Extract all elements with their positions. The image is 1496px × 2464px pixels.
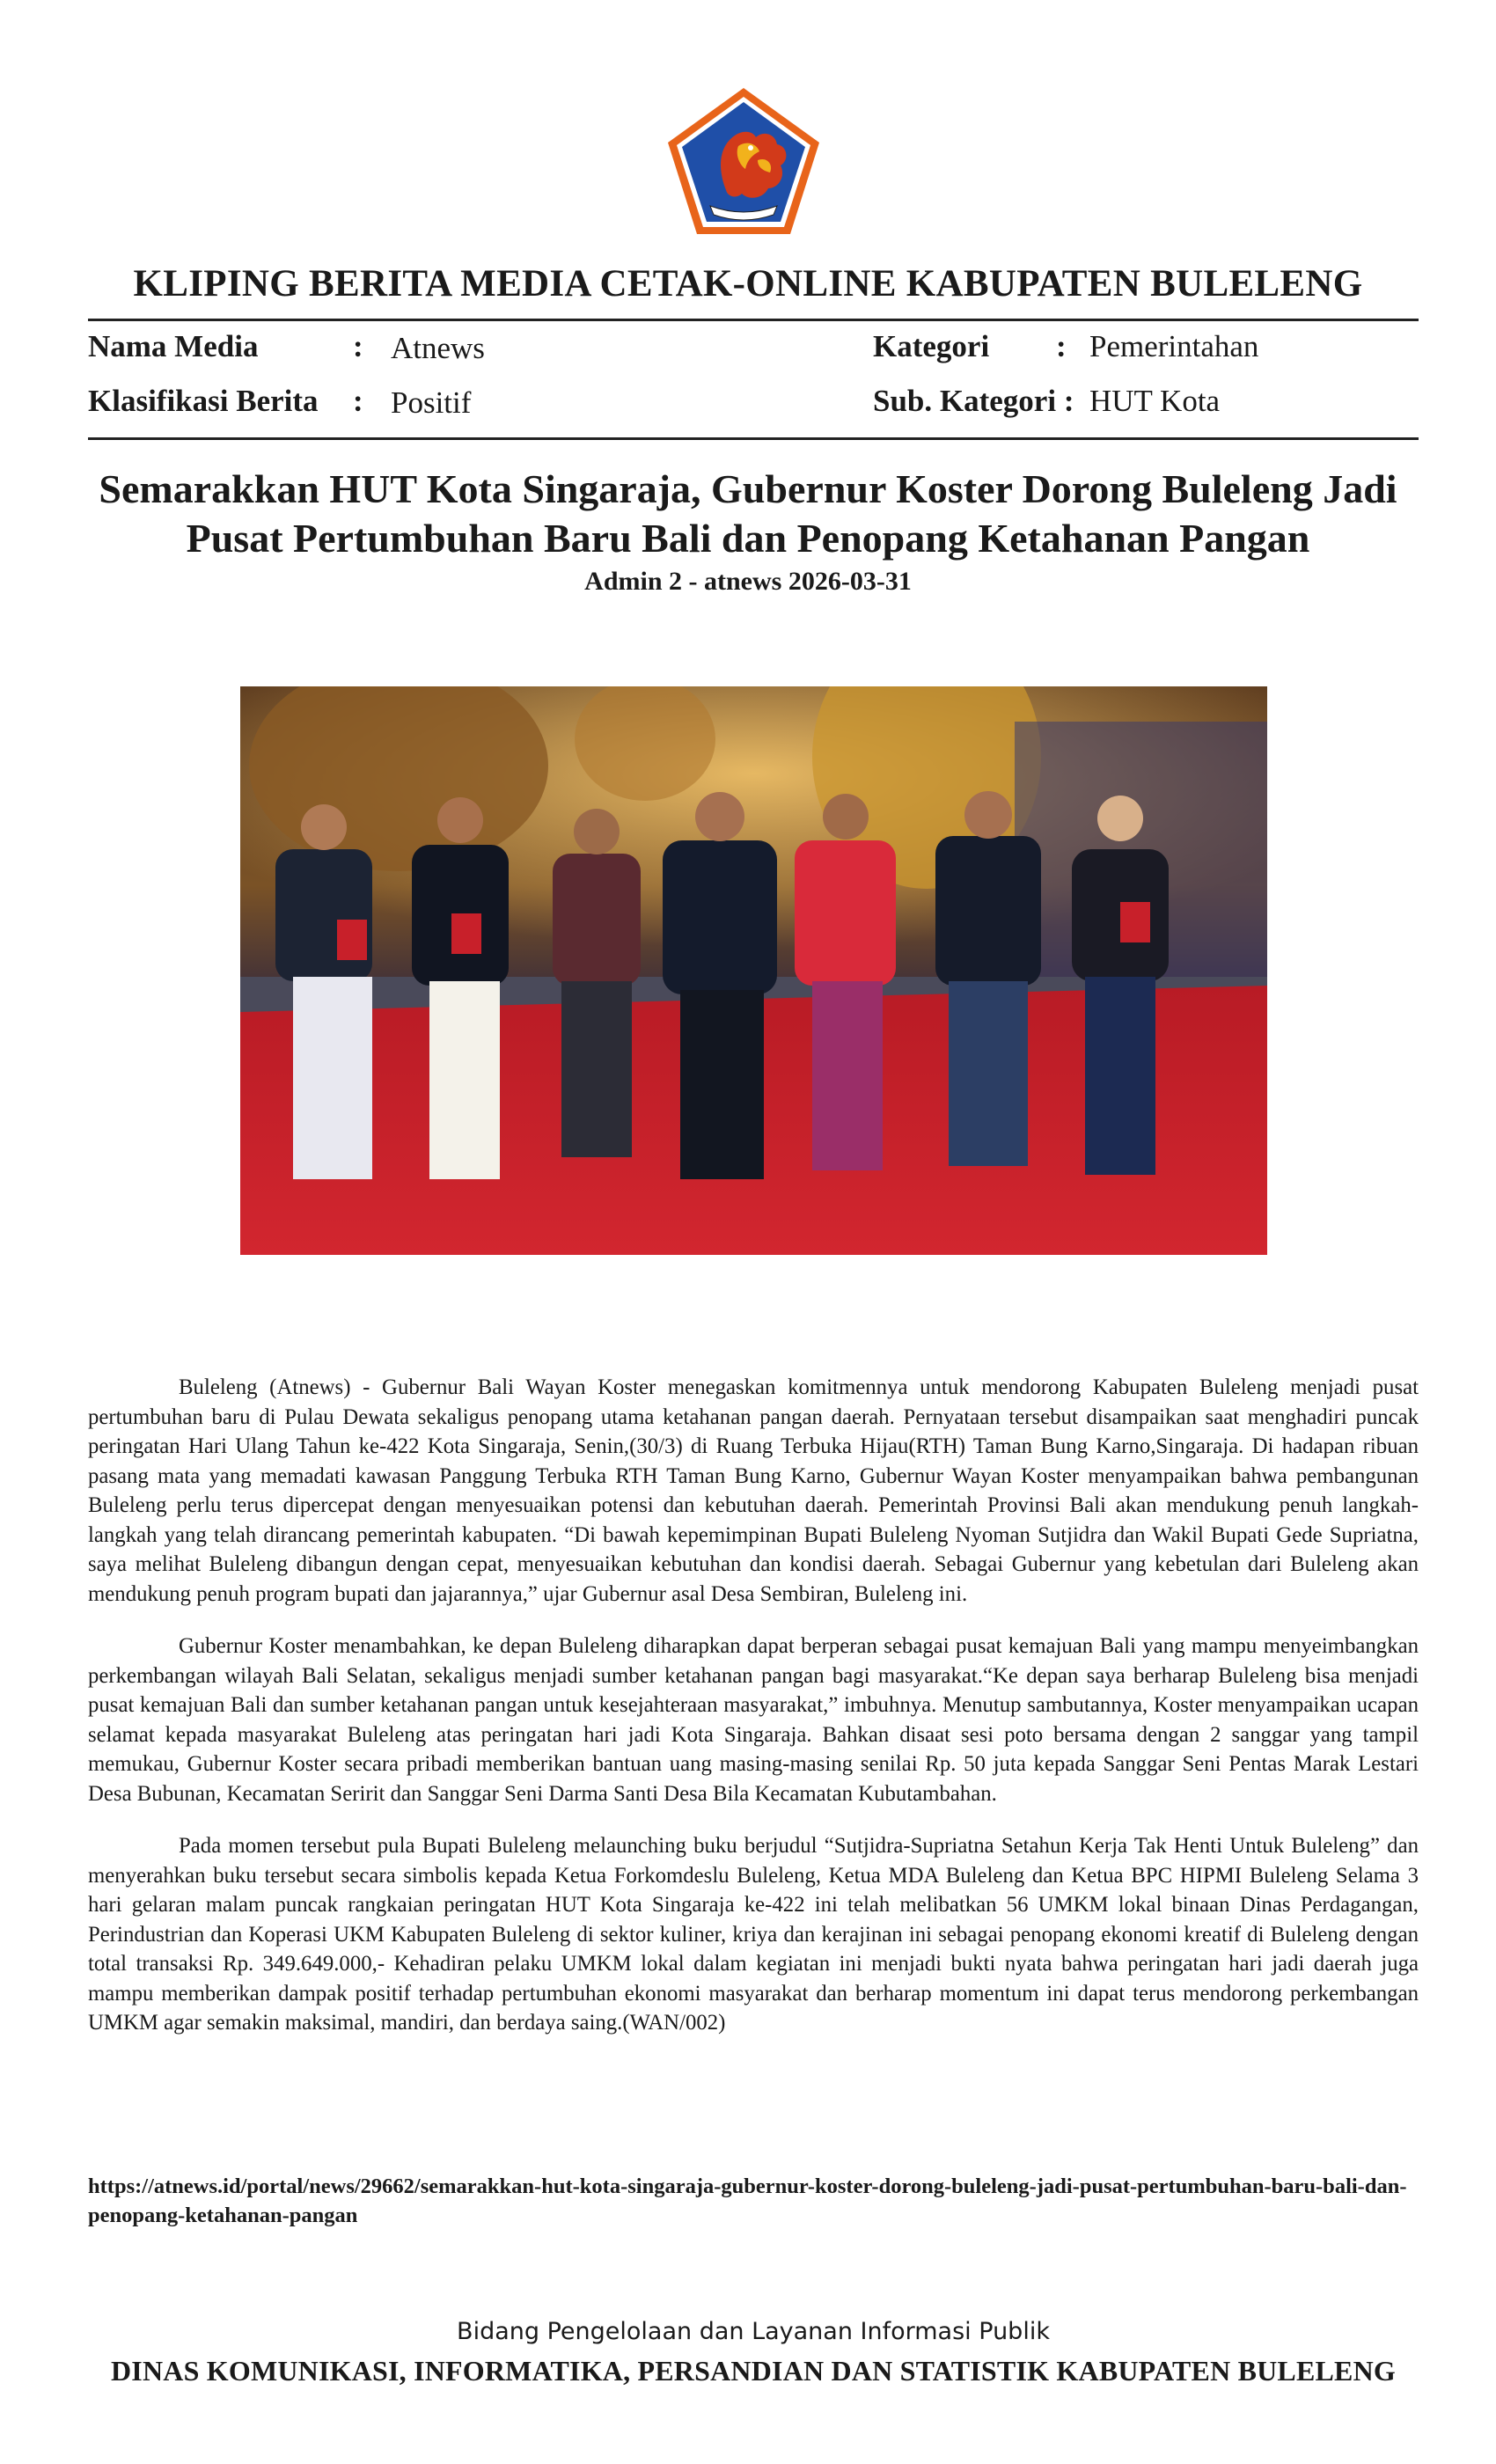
nama-media-label: Nama Media bbox=[88, 329, 259, 363]
article-body bbox=[88, 1373, 1419, 2061]
article-byline: Admin 2 - atnews 2026-03-31 bbox=[584, 567, 912, 596]
nama-media-value: Atnews bbox=[391, 331, 485, 365]
clipping-header-title: KLIPING BERITA MEDIA CETAK-ONLINE KABUPATEN BULELENG bbox=[133, 263, 1363, 304]
kategori-label: Kategori bbox=[873, 329, 990, 363]
singa-ambara-raja-emblem-icon bbox=[664, 84, 823, 238]
klasifikasi-value: Positif bbox=[391, 385, 472, 420]
footer-division: Bidang Pengelolaan dan Layanan Informasi Publik bbox=[457, 2318, 1050, 2345]
article-title-line-2: Pusat Pertumbuhan Baru Bali dan Penopang Ketahanan Pangan bbox=[186, 516, 1310, 561]
article-paragraph-1: Buleleng (Atnews) - Gubernur Bali Wayan Koster menegaskan komitmennya untuk mendorong Kabupaten Buleleng menjadi pusat pertumbuhan baru di Pulau Dewata sekaligus penopang utama ketahanan pangan daerah. Pernyataan tersebut disampaikan saat menghadiri puncak peringatan Hari Ulang Tahun ke-422 Kota Singaraja, Senin,(30/3) di Ruang Terbuka Hijau(RTH) Taman Bung Karno,Singaraja. Di hadapan ribuan pasang mata yang memadati kawasan Panggung Terbuka RTH Taman Bung Karno, Gubernur Wayan Koster menyampaikan bahwa pembangunan Buleleng perlu terus dipercepat dengan menyesuaikan potensi dan kebutuhan daerah. Pemerintah Provinsi Bali akan mendukung penuh langkah-langkah yang telah dirancang pemerintah kabupaten. “Di bawah kepemimpinan Bupati Buleleng Nyoman Sutjidra dan Wakil Bupati Gede Supriatna, saya melihat Buleleng dibangun dengan cepat, menyesuaikan kebutuhan dan kondisi daerah. Sebagai Gubernur yang kebetulan dari Buleleng akan mendukung penuh program bupati dan jajarannya,” ujar Gubernur asal Desa Sembiran, Buleleng ini. bbox=[88, 1375, 1419, 1606]
header-divider-bottom bbox=[88, 437, 1419, 440]
kategori-colon: : bbox=[1056, 329, 1067, 363]
sub-kategori-label: Sub. Kategori : bbox=[873, 384, 1074, 418]
buleleng-logo bbox=[664, 84, 823, 238]
article-paragraph-3: Pada momen tersebut pula Bupati Buleleng melaunching buku berjudul “Sutjidra-Supriatna Setahun Kerja Tak Henti Untuk Buleleng” dan menyerahkan buku tersebut secara simbolis kepada Ketua Forkomdeslu Buleleng, Ketua MDA Buleleng dan Ketua BPC HIPMI Buleleng Selama 3 hari gelaran malam puncak rangkaian peringatan HUT Kota Singaraja ke-422 ini telah melibatkan 56 UMKM lokal binaan Dinas Perdagangan, Perindustrian dan Koperasi UKM Kabupaten Buleleng di sektor kuliner, kriya dan kerajinan ini sebagai penopang ekonomi kreatif di Buleleng dengan total transaksi Rp. 349.649.000,- Kehadiran pelaku UMKM lokal dalam kegiatan ini menjadi bukti nyata bahwa peringatan hari jadi daerah juga mampu memberikan dampak positif terhadap pertumbuhan ekonomi masyarakat dan berharap momentum ini dapat terus mendorong perkembangan UMKM agar semakin maksimal, mandiri, dan berdaya saing.(WAN/002) bbox=[88, 1834, 1419, 2035]
article-title-line-1: Semarakkan HUT Kota Singaraja, Gubernur Koster Dorong Buleleng Jadi bbox=[99, 466, 1397, 511]
article-paragraph-2: Gubernur Koster menambahkan, ke depan Buleleng diharapkan dapat berperan sebagai pusat kemajuan Bali yang mampu menyeimbangkan perkembangan wilayah Bali Selatan, sekaligus menjadi sumber ketahanan pangan bagi masyarakat.“Ke depan saya berharap Buleleng bisa menjadi pusat kemajuan Bali dan sumber ketahanan pangan untuk kesejahteraan masyarakat,” imbuhnya. Menutup sambutannya, Koster menyampaikan ucapan selamat kepada masyarakat Buleleng atas peringatan hari jadi Kota Singaraja. Bahkan disaat sesi poto bersama dengan 2 sanggar yang tampil memukau, Gubernur Koster secara pribadi memberikan bantuan uang masing-masing senilai Rp. 50 juta kepada Sanggar Seni Pentas Marak Lestari Desa Bubunan, Kecamatan Seririt dan Sanggar Seni Darma Santi Desa Bila Kecamatan Kubutambahan. bbox=[88, 1634, 1419, 1806]
kategori-value: Pemerintahan bbox=[1089, 329, 1259, 363]
article-source-link[interactable]: https://atnews.id/portal/news/29662/semarakkan-hut-kota-singaraja-gubernur-koster-dorong-buleleng-jadi-pusat-pertumbuhan-baru-bali-dan-penopang-ketahanan-pangan bbox=[88, 2174, 1407, 2227]
article-title bbox=[53, 465, 1443, 563]
nama-media-colon: : bbox=[353, 329, 363, 363]
sub-kategori-value: HUT Kota bbox=[1089, 384, 1221, 418]
footer-agency: DINAS KOMUNIKASI, INFORMATIKA, PERSANDIAN DAN STATISTIK KABUPATEN BULELENG bbox=[110, 2355, 1397, 2387]
klasifikasi-label: Klasifikasi Berita bbox=[88, 384, 319, 418]
header-divider-top bbox=[88, 319, 1419, 321]
klasifikasi-colon: : bbox=[353, 384, 363, 418]
article-photo bbox=[240, 686, 1267, 1255]
